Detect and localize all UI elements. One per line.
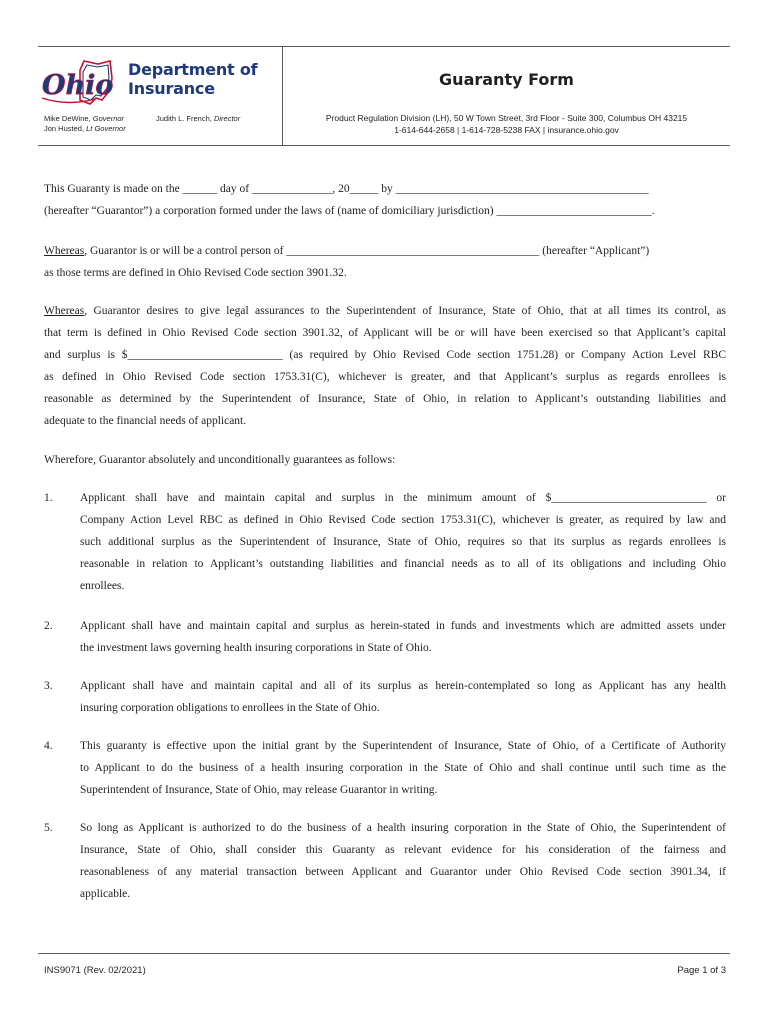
item-text: [80, 817, 726, 905]
item-number: 1.: [44, 492, 53, 504]
whereas-1-line-1: , Guarantor is or will be a control person of ____________________________________________ (hereafter “Applicant”): [84, 245, 650, 257]
intro-paragraph: [44, 178, 726, 222]
item-line: Insurance, State of Ohio, shall consider this Guaranty as relevant evidence for his consideration of the fairness and: [80, 844, 726, 856]
whereas-2-line-1: , Guarantor desires to give legal assurances to the Superintendent of Insurance, State of Ohio, that at all times its control, as: [84, 305, 726, 317]
whereas-label: Whereas: [44, 245, 85, 257]
division-line-1: Product Regulation Division (LH), 50 W Town Street, 3rd Floor - Suite 300, Columbus OH 43215: [325, 113, 688, 123]
item-line: So long as Applicant is authorized to do the business of a health insuring corporation in the State of Ohio, the Superintendent of: [80, 822, 726, 834]
item-number: 4.: [44, 740, 53, 752]
whereas-2-line-6: adequate to the financial needs of applicant.: [44, 415, 247, 427]
item-line: Applicant shall have and maintain capital and surplus as herein-stated in funds and investments which are admitted assets under: [80, 620, 726, 632]
department-line-2: Insurance: [128, 79, 215, 98]
whereas-1-line-2: as those terms are defined in Ohio Revised Code section 3901.32.: [44, 267, 347, 279]
item-line: Company Action Level RBC as defined in Ohio Revised Code section 1753.31(C), whichever is greater, as required by law and: [80, 514, 726, 526]
item-text: [80, 615, 726, 659]
officials-right: [156, 114, 240, 124]
intro-line-1: This Guaranty is made on the ______ day of ______________, 20_____ by ____________________________________________: [44, 183, 649, 195]
wherefore-line: Wherefore, Guarantor absolutely and unconditionally guarantees as follows:: [44, 454, 396, 466]
ohio-department-logo: [40, 58, 260, 108]
division-address: [283, 112, 730, 136]
item-line: Applicant shall have and maintain capital and surplus in the minimum amount of $___________________________ or: [80, 492, 726, 504]
item-line: Superintendent of Insurance, State of Ohio, may release Guarantor in writing.: [80, 784, 438, 796]
item-number: 5.: [44, 822, 53, 834]
page-number: Page 1 of 3: [677, 965, 726, 976]
item-line: enrollees.: [80, 580, 125, 592]
whereas-2-line-5: reasonable as determined by the Superintendent of Insurance, State of Ohio, in relation to Applicant’s outstanding liabilities and: [44, 393, 726, 405]
item-line: applicable.: [80, 888, 131, 900]
director-name: Judith L. French,: [156, 114, 212, 123]
form-title: Guaranty Form: [439, 70, 574, 89]
officials-left: [44, 114, 126, 134]
item-line: Applicant shall have and maintain capital and all of its surplus as herein-contemplated so long as Applicant has any health: [80, 680, 726, 692]
lt-governor-name: Jon Husted,: [44, 124, 85, 133]
department-name: [128, 60, 257, 98]
intro-line-2: (hereafter “Guarantor”) a corporation formed under the laws of (name of domiciliary jurisdiction) ___________________________.: [44, 205, 655, 217]
division-line-2: 1-614-644-2658 | 1-614-728-5238 FAX | insurance.ohio.gov: [394, 125, 619, 135]
whereas-2-line-2: that term is defined in Ohio Revised Code section 3901.32, of Applicant will be or will have been exercised so that Applicant’s capital: [44, 327, 726, 339]
header-top-rule: [38, 46, 730, 47]
wherefore-paragraph: [44, 449, 726, 471]
governor-name: Mike DeWine,: [44, 114, 91, 123]
item-line: the investment laws governing health insuring corporations in State of Ohio.: [80, 642, 432, 654]
department-line-1: Department of: [128, 60, 258, 79]
whereas-2-line-3: and surplus is $___________________________ (as required by Ohio Revised Code section 1751.28) or Company Action Level RBC: [44, 349, 726, 361]
item-line: such additional surplus as the Superintendent of Insurance, State of Ohio, requires so that its surplus as regards enrollees is: [80, 536, 726, 548]
whereas-paragraph-2: [44, 300, 726, 432]
item-line: insuring corporation obligations to enrollees in the State of Ohio.: [80, 702, 380, 714]
whereas-2-line-4: as defined in Ohio Revised Code section 1753.31(C), whichever is greater, and that Applicant’s surplus as regards enrollees is: [44, 371, 726, 383]
whereas-label: Whereas: [44, 305, 85, 317]
footer-rule: [38, 953, 730, 954]
item-line: to Applicant to do the business of a health insuring corporation in the State of Ohio and shall continue until such time as the: [80, 762, 726, 774]
ohio-script-text: Ohio: [42, 70, 114, 101]
item-line: This guaranty is effective upon the initial grant by the Superintendent of Insurance, State of Ohio, of a Certificate of Authority: [80, 740, 726, 752]
header-bottom-rule: [38, 145, 730, 146]
item-text: [80, 675, 726, 719]
governor-title: Governor: [92, 114, 125, 123]
item-text: [80, 487, 726, 597]
whereas-paragraph-1: [44, 240, 726, 284]
lt-governor-title: Lt Governor: [86, 124, 126, 133]
item-text: [80, 735, 726, 801]
director-title: Director: [213, 114, 241, 123]
item-line: reasonable in relation to Applicant’s outstanding liabilities and financial needs as to all of its obligations and including Ohio: [80, 558, 726, 570]
ohio-logo-icon: [40, 58, 120, 108]
item-number: 3.: [44, 680, 53, 692]
item-line: reasonableness of any material transaction between Applicant and Guarantor under Ohio Revised Code section 3901.34, if: [80, 866, 726, 878]
form-number: INS9071 (Rev. 02/2021): [44, 965, 146, 976]
item-number: 2.: [44, 620, 53, 632]
